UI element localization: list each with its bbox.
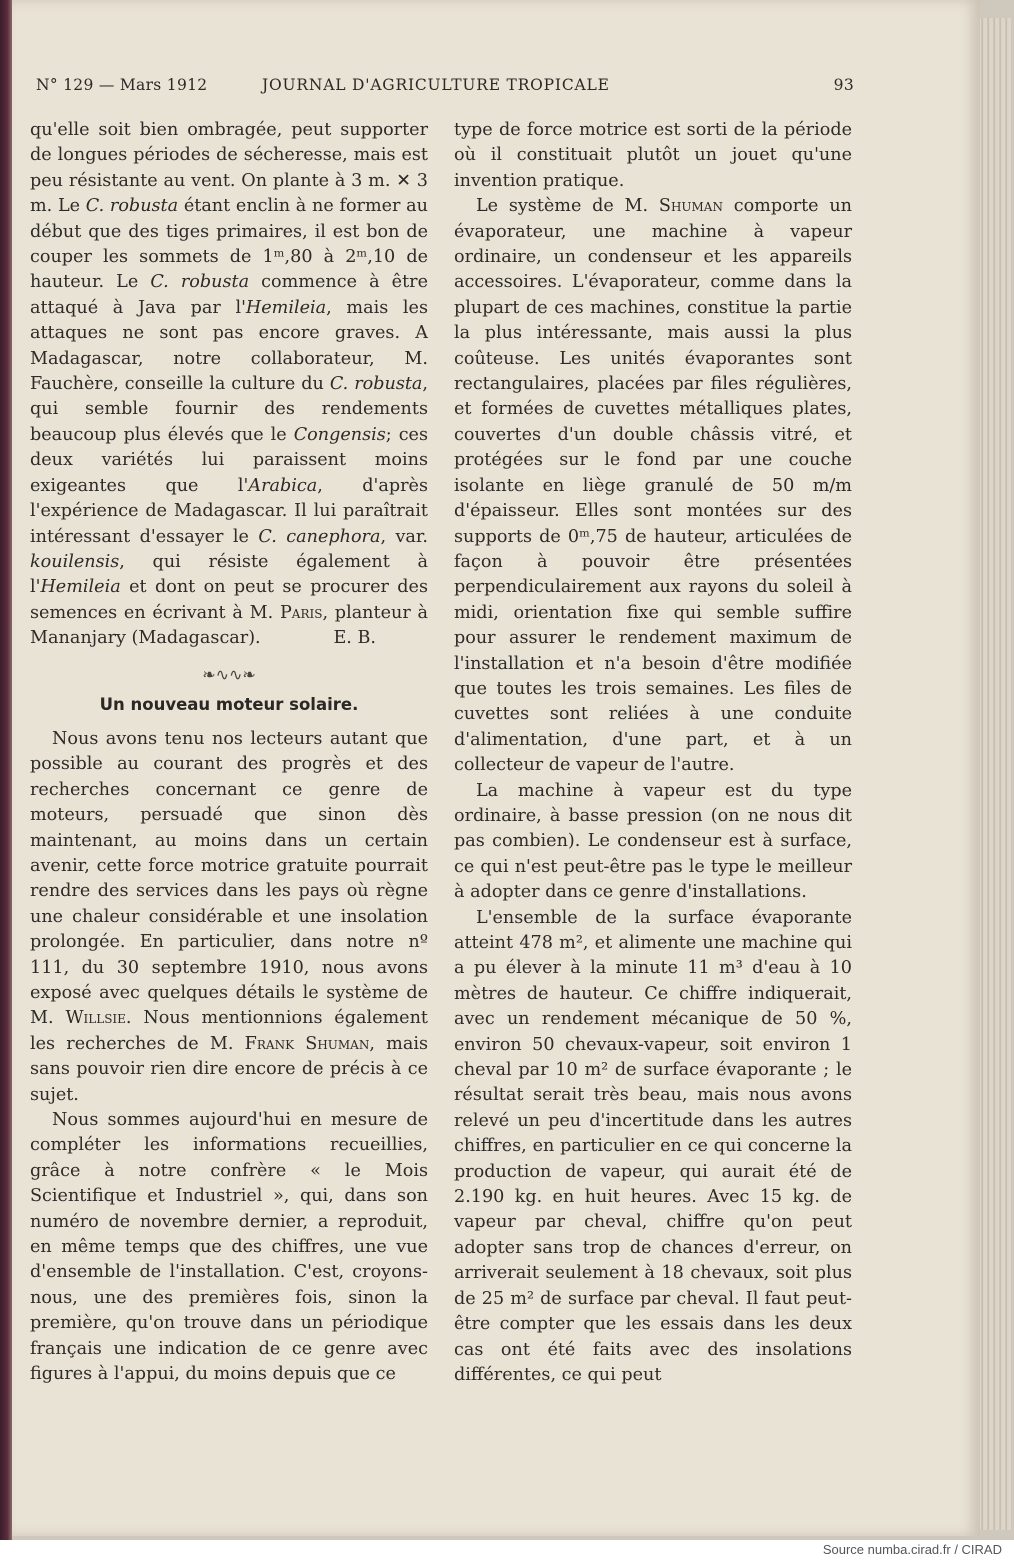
text-run: Le système de M. (476, 196, 659, 217)
italic-term: C. canephora (258, 526, 381, 547)
text-run: , mais les attaques ne sont pas encore graves. A Madagascar, notre collaborateur, M. Fauchère, conseille la culture du (30, 297, 428, 395)
text-run: , qui résiste également à l' (30, 551, 428, 598)
author-signature: E. B. (333, 628, 376, 649)
book-binding (0, 0, 12, 1540)
paragraph-engine: La machine à vapeur est du type ordinaire, à basse pression (on ne nous dit pas combien). Le condenseur est à surface, ce qui n'est peut-être pas le type le meilleur à adopter dans ce genre d'installations. (454, 780, 852, 903)
paragraph-continuation: type de force motrice est sorti de la période où il constituait plutôt un jouet qu'une invention pratique. (454, 120, 852, 191)
page-number: 93 (833, 76, 854, 94)
italic-term: Arabica (248, 475, 318, 496)
journal-title: JOURNAL D'AGRICULTURE TROPICALE (262, 76, 610, 94)
text-run: , d'après l'expérience de Madagascar. Il lui paraîtrait intéressant d'essayer le (30, 475, 429, 547)
small-caps-name: Paris (279, 602, 323, 623)
text-run: qu'elle soit bien ombragée, peut supporter de longues périodes de sécheresse, mais est peu résistante au vent. On plante à 3 m. ✕ 3 m. Le (30, 120, 428, 217)
italic-term: C. robusta (85, 196, 179, 217)
text-run: ; ces deux variétés lui paraissent moins exigeantes que l' (30, 424, 428, 496)
italic-term: Hemileia (40, 577, 121, 598)
page-edges (978, 18, 1012, 1530)
source-credit: Source numba.cirad.fr / CIRAD (822, 1542, 1002, 1557)
paragraph-intro (30, 727, 428, 1108)
paragraph-system (454, 194, 852, 778)
small-caps-name: Willsie (65, 1008, 126, 1029)
paragraph-results: L'ensemble de la surface évaporante atteint 478 m², et alimente une machine qui a pu élever à la minute 11 m³ d'eau à 10 mètres de hauteur. Ce chiffre indiquerait, avec un rendement mécanique de 50 %, environ 50 chevaux-vapeur, soit environ 1 cheval par 10 m² de surface évaporante ; le résultat serait très beau, mais nous avons relevé un peu d'incertitude dans les autres chiffres, en particulier en ce qui concerne la production de vapeur, qui aurait été de 2.190 kg. en huit heures. Avec 15 kg. de vapeur par cheval, chiffre qu'on peut adopter sans trop de chances d'erreur, on arriverait seulement à 18 chevaux, soit plus de 25 m² de surface par cheval. Il faut peut-être compter que les essais dans les deux cas ont été faits avec des insolations différentes, ce qui peut (454, 907, 852, 1385)
issue-date: N° 129 — Mars 1912 (36, 76, 208, 94)
ornament-divider: ❧∿∿❧ (202, 664, 256, 684)
text-run: et dont on peut se procurer des semences en écrivant à M. (30, 577, 428, 623)
paragraph-coffee (30, 118, 428, 652)
section-title: Un nouveau moteur solaire. (99, 694, 359, 714)
italic-term: C. robusta (150, 272, 250, 293)
text-run: , planteur à Mananjary (Madagascar). (30, 602, 428, 649)
italic-term: C. robusta (329, 374, 423, 395)
italic-term: Hemileia (245, 297, 327, 318)
text-run: , var. (380, 526, 428, 547)
text-run: commence à être attaqué à Java par l' (30, 272, 428, 318)
text-run: étant enclin à ne former au début que des tiges primaires, il est bon de couper les sommets de 1ᵐ,80 à 2ᵐ,10 de hauteur. Le (30, 196, 428, 293)
small-caps-name: Shuman (658, 196, 723, 217)
small-caps-name: Frank Shuman (244, 1033, 370, 1054)
text-run: Nous avons tenu nos lecteurs autant que possible au courant des progrès et des recherches concernant ce genre de moteurs, persuadé que sinon dès maintenant, au moins dans un certain avenir, cette force motrice gratuite pourrait rendre des services dans les pays où règne une chaleur considérable et une insolation prolongée. En particulier, dans notre nº 111, du 30 septembre 1910, nous avons exposé avec quelques détails le système de M. (30, 728, 428, 1029)
right-column (454, 118, 852, 1388)
italic-term: Congensis (293, 424, 386, 445)
text-run: , qui semble fournir des rendements beaucoup plus élevés que le (30, 374, 428, 445)
paragraph-sources: Nous sommes aujourd'hui en mesure de compléter les informations recueillies, grâce à notre confrère « le Mois Scientifique et Industriel », qui, dans son numéro de novembre dernier, a reproduit, en même temps que des chiffres, une vue d'ensemble de l'installation. C'est, croyons-nous, une des premières fois, sinon la première, qu'on trouve dans un périodique français une indication de ce genre avec figures à l'appui, du moins depuis que ce (30, 1110, 428, 1385)
left-column (30, 118, 428, 1388)
text-run: comporte un évaporateur, une machine à vapeur ordinaire, un condenseur et les appareils accessoires. L'évaporateur, comme dans la plupart de ces machines, constitue la partie la plus intéressante, mais aussi la plus coûteuse. Les unités évaporantes sont rectangulaires, placées par files régulières, et formées de cuvettes métalliques plates, couvertes d'un double châssis vitré, et protégées sur le fond par une couche isolante en liège granulé de 50 m/m d'épaisseur. Elles sont montées sur des supports de 0ᵐ,75 de hauteur, articulées de façon à pouvoir être présentées perpendiculairement aux rayons du soleil à midi, orientation fixe qui semble suffire pour assurer le rendement maximum de l'installation et n'a besoin d'être modifiée que toutes les trois semaines. Les files de cuvettes sont reliées à une conduite d'alimentation, d'une part, et à un collecteur de vapeur de l'autre. (454, 196, 852, 776)
running-header (36, 76, 854, 100)
text-run: . Nous mentionnions également les recherches de M. (30, 1008, 428, 1054)
italic-term: kouilensis (30, 551, 120, 572)
text-run: , mais sans pouvoir rien dire encore de précis à ce sujet. (30, 1033, 428, 1105)
